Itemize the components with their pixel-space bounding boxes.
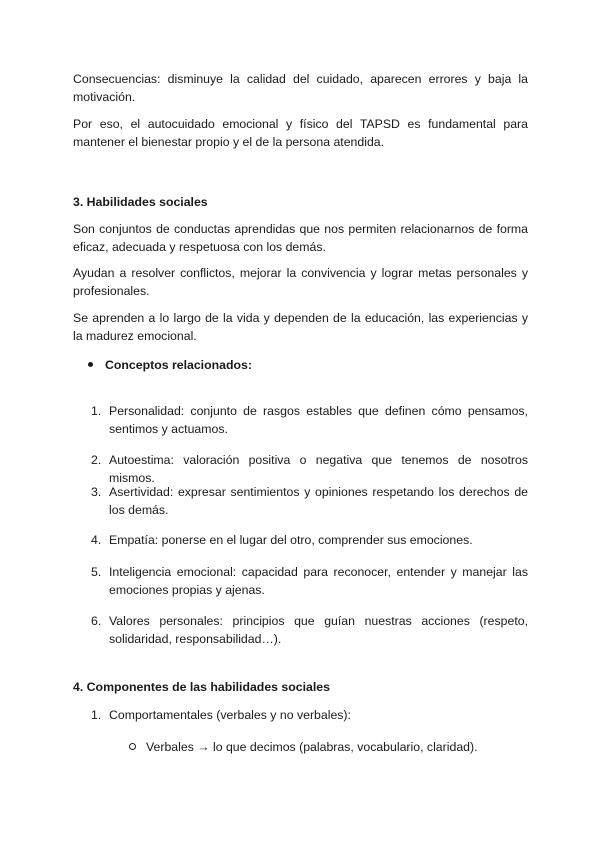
list-item-text: Empatía: ponerse en el lugar del otro, comprender sus emociones. (109, 533, 473, 547)
list-item-text: Autoestima: valoración positiva o negativa que tenemos de nosotros mismos. (109, 453, 528, 485)
sub-list-item (129, 739, 478, 757)
section-4-heading: 4. Componentes de las habilidades sociales (73, 680, 330, 694)
bullet-conceptos (88, 357, 252, 375)
list-item-text: Personalidad: conjunto de rasgos estables que definen cómo pensamos, sentimos y actuamos. (109, 404, 528, 436)
bullet-dot-icon (88, 362, 93, 367)
section-3-paragraph-2: Ayudan a resolver conflictos, mejorar la convivencia y lograr metas personales y profesionales. (73, 266, 528, 298)
section-3-paragraph-3: Se aprenden a lo largo de la vida y dependen de la educación, las experiencias y la madurez emocional. (73, 311, 528, 343)
list-item-number: 3. (91, 485, 102, 499)
sub-list-item-text: Verbales → lo que decimos (palabras, vocabulario, claridad). (146, 740, 478, 754)
list-item-number: 1. (91, 708, 102, 722)
list-item-number: 2. (91, 453, 102, 467)
list-item-number: 5. (91, 565, 102, 579)
section-3-heading: 3. Habilidades sociales (73, 195, 208, 209)
list-item-text: Inteligencia emocional: capacidad para reconocer, entender y manejar las emociones propias y ajenas. (109, 565, 528, 597)
list-item-text: Comportamentales (verbales y no verbales): (109, 708, 351, 722)
list-item-number: 6. (91, 614, 102, 628)
list-item-text: Valores personales: principios que guían nuestras acciones (respeto, solidaridad, responsabilidad…). (109, 614, 528, 646)
bullet-label: Conceptos relacionados: (105, 358, 252, 372)
paragraph-autocuidado: Por eso, el autocuidado emocional y físico del TAPSD es fundamental para mantener el bienestar propio y el de la persona atendida. (73, 117, 528, 149)
list-item-number: 1. (91, 404, 102, 418)
list-item-number: 4. (91, 533, 102, 547)
hollow-circle-bullet-icon (129, 743, 136, 750)
list-item-text: Asertividad: expresar sentimientos y opiniones respetando los derechos de los demás. (109, 485, 528, 517)
section-3-paragraph-1: Son conjuntos de conductas aprendidas que nos permiten relacionarnos de forma eficaz, adecuada y respetuosa con los demás. (73, 222, 528, 254)
paragraph-consecuencias: Consecuencias: disminuye la calidad del cuidado, aparecen errores y baja la motivación. (73, 72, 528, 104)
